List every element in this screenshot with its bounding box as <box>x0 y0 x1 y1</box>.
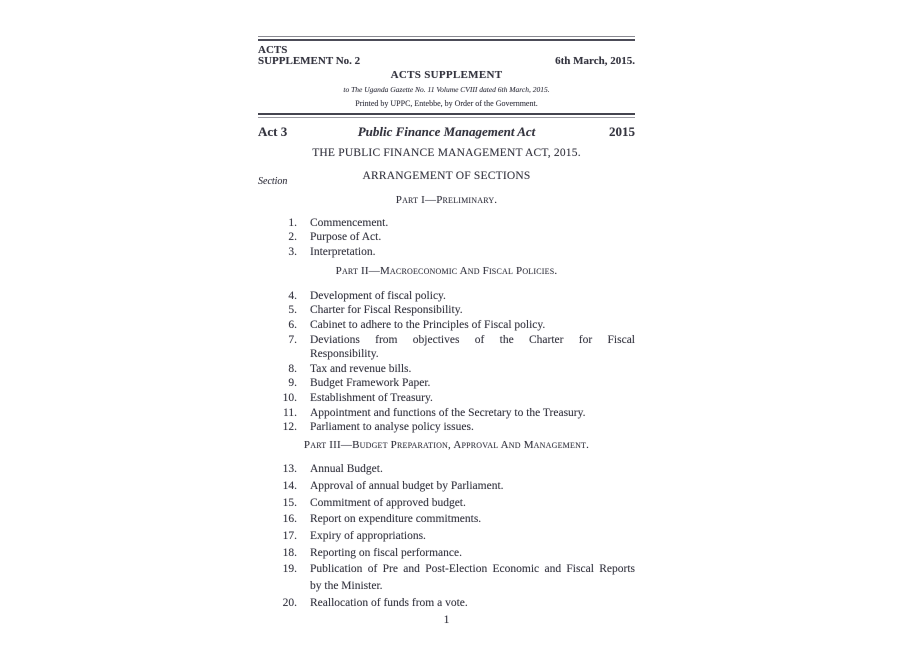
act-title: Public Finance Management Act <box>357 124 536 139</box>
toc-item-number: 11. <box>283 406 297 419</box>
section-list <box>258 461 635 611</box>
toc-item <box>258 303 635 318</box>
toc-item-number: 4. <box>288 289 297 302</box>
double-rule-top <box>258 36 635 41</box>
toc-item-line: by the Minister. <box>310 580 383 593</box>
toc-item-text <box>310 511 635 528</box>
toc-item <box>258 376 635 391</box>
toc-item-line: Charter for Fiscal Responsibility. <box>310 304 463 317</box>
toc-item <box>258 289 635 304</box>
toc-item-text <box>310 318 635 333</box>
section-label: Section <box>258 176 288 187</box>
masthead-supplement-no: SUPPLEMENT No. 2 <box>258 55 361 67</box>
toc-item <box>258 478 635 495</box>
toc-item-number: 8. <box>288 362 297 375</box>
toc-item-number: 5. <box>288 304 297 317</box>
toc-item-text <box>310 391 635 406</box>
toc-item-text <box>310 461 635 478</box>
section-list <box>258 216 635 260</box>
act-number: Act 3 <box>258 124 288 139</box>
toc-item-line: Deviations from objectives of the Charter for Fiscal <box>310 333 635 346</box>
part-2 <box>258 266 635 434</box>
toc-item <box>258 406 635 421</box>
toc-item-number: 2. <box>288 231 297 244</box>
toc-item-line: Budget Framework Paper. <box>310 377 431 390</box>
toc-item-number: 3. <box>288 245 297 258</box>
toc-item-text <box>310 333 635 362</box>
toc-item-line: Tax and revenue bills. <box>310 362 412 375</box>
toc-item <box>258 216 635 231</box>
toc-item-line: Expiry of appropriations. <box>310 530 426 543</box>
toc-item <box>258 318 635 333</box>
toc-item-line: Appointment and functions of the Secretary to the Treasury. <box>310 406 586 419</box>
toc-item-text <box>310 545 635 562</box>
toc-item-line: Commitment of approved budget. <box>310 496 466 509</box>
toc-item-number: 17. <box>282 530 297 543</box>
double-rule-mid <box>258 113 635 118</box>
toc-item-number: 9. <box>288 377 297 390</box>
toc-item-number: 15. <box>282 496 297 509</box>
toc-item-line: Commencement. <box>310 216 389 229</box>
toc-item-text <box>310 528 635 545</box>
toc-item-line: Interpretation. <box>310 245 376 258</box>
toc-item <box>258 461 635 478</box>
toc-item-text <box>310 420 635 435</box>
toc-item <box>258 391 635 406</box>
toc-item <box>258 230 635 245</box>
printer-note: Printed by UPPC, Entebbe, by Order of the Government. <box>355 99 538 108</box>
page-content-column <box>258 0 635 626</box>
masthead-date: 6th March, 2015. <box>555 55 635 67</box>
running-header <box>258 125 635 139</box>
toc-item <box>258 595 635 612</box>
toc-item <box>258 495 635 512</box>
toc-item <box>258 362 635 377</box>
masthead <box>258 45 635 67</box>
toc-item-number: 7. <box>288 333 297 346</box>
toc-item-line: Responsibility. <box>310 348 379 361</box>
toc-item-line: Annual Budget. <box>310 463 383 476</box>
toc-item <box>258 545 635 562</box>
toc-item-line: Reallocation of funds from a vote. <box>310 596 468 609</box>
toc-item-number: 13. <box>282 463 297 476</box>
toc-item <box>258 333 635 362</box>
toc-item-text <box>310 478 635 495</box>
arrangement-row <box>258 170 635 187</box>
toc-item-number: 6. <box>288 318 297 331</box>
toc-item <box>258 420 635 435</box>
masthead-title: ACTS SUPPLEMENT <box>390 69 503 81</box>
toc-item-number: 10. <box>282 391 297 404</box>
toc-item-line: Parliament to analyse policy issues. <box>310 421 474 434</box>
gazette-note: to The Uganda Gazette No. 11 Volume CVIII dated 6th March, 2015. <box>343 85 550 94</box>
toc-item-line: Cabinet to adhere to the Principles of Fiscal policy. <box>310 318 546 331</box>
part-heading: Part I—Preliminary. <box>395 194 498 206</box>
act-year: 2015 <box>609 124 635 139</box>
toc-item-line: Reporting on fiscal performance. <box>310 546 462 559</box>
part-3 <box>258 440 635 612</box>
toc-item-text <box>310 289 635 304</box>
toc-item <box>258 561 635 594</box>
toc-item-text <box>310 495 635 512</box>
toc-item-text <box>310 561 635 594</box>
toc-item-text <box>310 362 635 377</box>
toc-item-text <box>310 230 635 245</box>
part-1 <box>258 195 635 259</box>
toc-item <box>258 245 635 260</box>
toc-item-number: 16. <box>282 513 297 526</box>
toc-item-line: Development of fiscal policy. <box>310 289 446 302</box>
masthead-left <box>258 45 360 67</box>
section-list <box>258 289 635 435</box>
toc-item <box>258 528 635 545</box>
toc-item-text <box>310 245 635 260</box>
toc-item-line: Publication of Pre and Post-Election Economic and Fiscal Reports <box>310 563 635 576</box>
toc-item <box>258 511 635 528</box>
toc-item-number: 1. <box>288 216 297 229</box>
toc-item-line: Report on expenditure commitments. <box>310 513 482 526</box>
arrangement-heading: ARRANGEMENT OF SECTIONS <box>362 170 531 182</box>
toc-item-text <box>310 595 635 612</box>
document-title: THE PUBLIC FINANCE MANAGEMENT ACT, 2015. <box>312 147 581 159</box>
toc-item-line: Approval of annual budget by Parliament. <box>310 479 504 492</box>
part-heading: Part II—Macroeconomic And Fiscal Policies. <box>335 265 558 278</box>
masthead-series: ACTS <box>258 44 288 56</box>
part-heading: Part III—Budget Preparation, Approval And Management. <box>303 438 590 451</box>
toc-item-text <box>310 376 635 391</box>
page-number: 1 <box>443 613 450 626</box>
toc-item-number: 12. <box>282 421 297 434</box>
toc-item-line: Purpose of Act. <box>310 231 382 244</box>
toc-item-text <box>310 303 635 318</box>
toc-item-text <box>310 406 635 421</box>
toc-item-line: Establishment of Treasury. <box>310 391 433 404</box>
toc-item-number: 14. <box>282 479 297 492</box>
toc-item-number: 20. <box>282 596 297 609</box>
parts <box>258 195 635 612</box>
toc-item-number: 18. <box>282 546 297 559</box>
toc-item-text <box>310 216 635 231</box>
toc-item-number: 19. <box>282 563 297 576</box>
